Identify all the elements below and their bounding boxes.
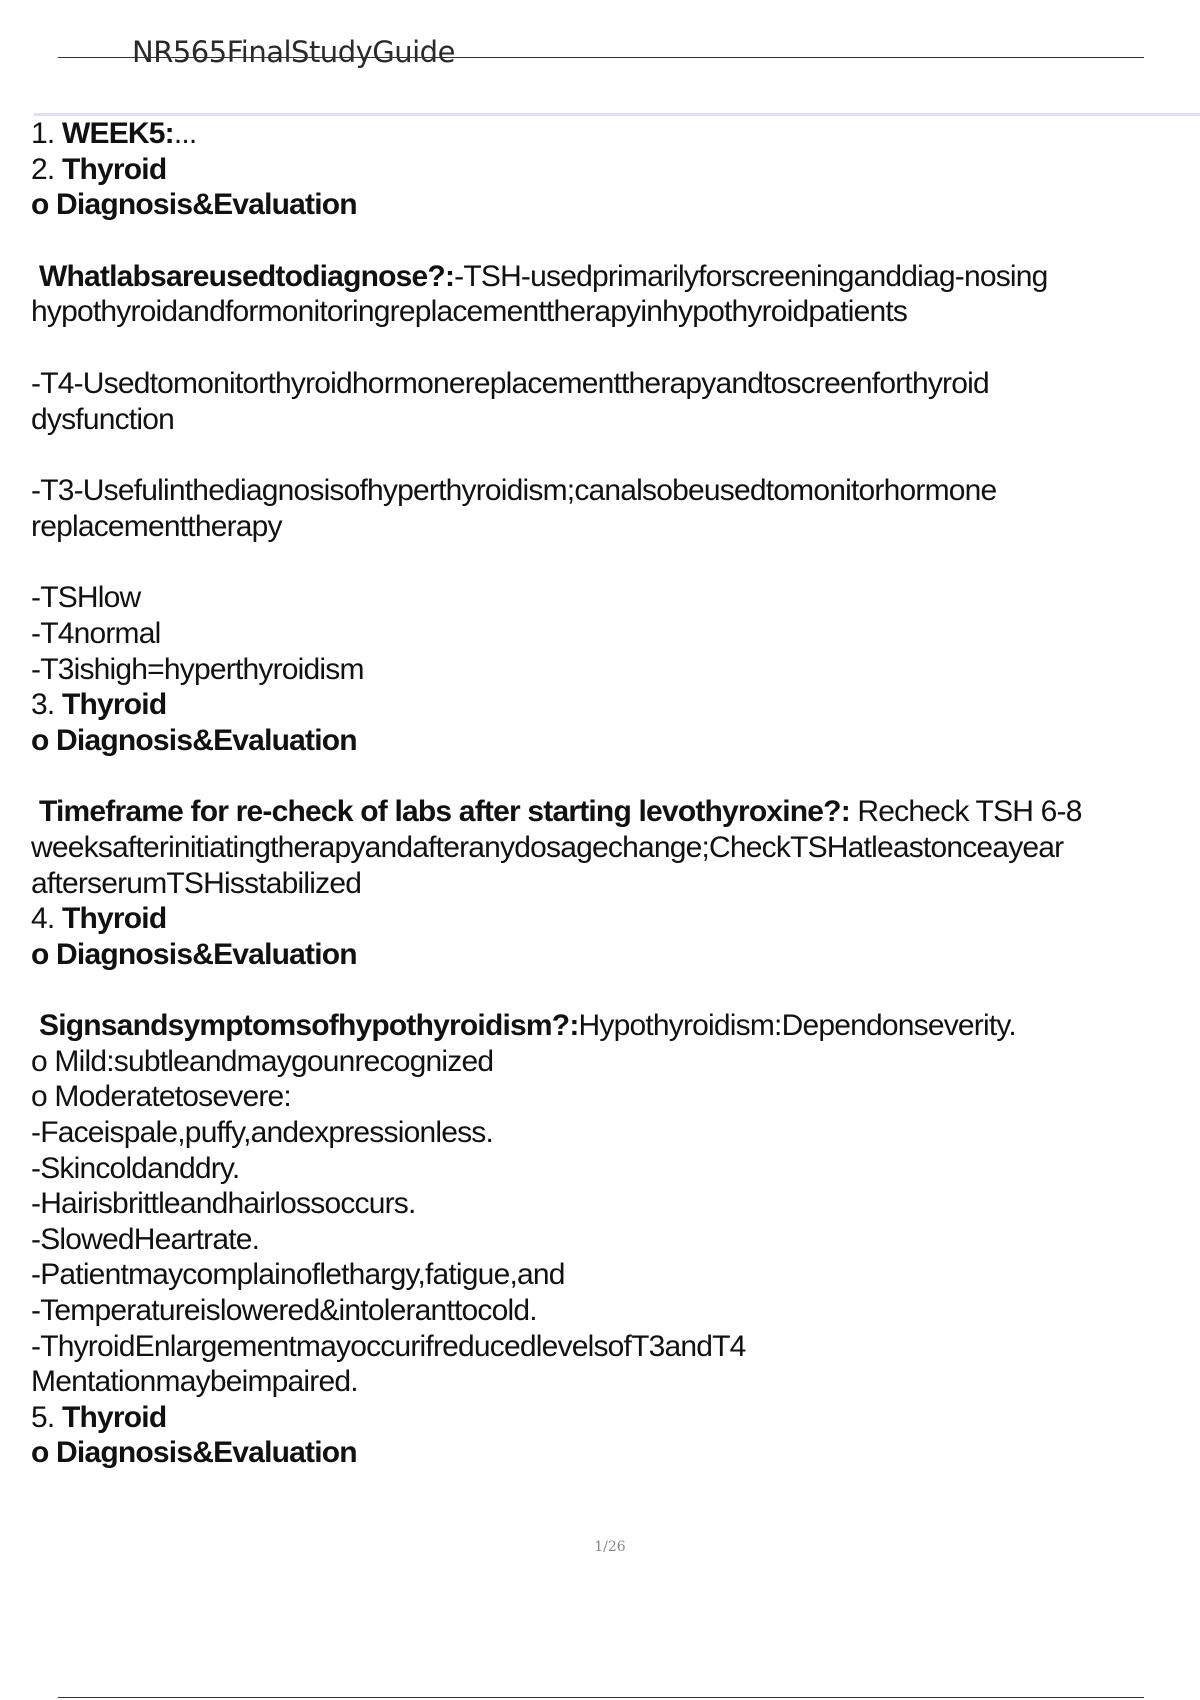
subheading: o Diagnosis&Evaluation: [31, 937, 357, 971]
card-answer-line: -T3ishigh=hyperthyroidism: [31, 652, 364, 686]
card-question: Signsandsymptomsofhypothyroidism?:: [39, 1009, 579, 1043]
card-answer-line: -SlowedHeartrate.: [31, 1222, 260, 1256]
item-label: Thyroid: [61, 1400, 167, 1434]
list-item: [31, 901, 1200, 937]
list-item: [31, 116, 1200, 152]
card-answer: Recheck TSH 6-8: [849, 795, 1082, 829]
card-answer-line: Mentationmaybeimpaired.: [31, 1365, 358, 1399]
item-number: 2.: [31, 152, 55, 186]
card-answer-line: -TSHlow: [31, 581, 141, 615]
card-answer-line: -Patientmaycomplainoflethargy,fatigue,and: [31, 1258, 565, 1292]
card-question: Timeframe for re-check of labs after starting levothyroxine?:: [39, 795, 850, 829]
card-answer-line: -Skincoldanddry.: [31, 1151, 240, 1185]
card-answer-line: hypothyroidandformonitoringreplacementtherapyinhypothyroidpatients: [31, 295, 908, 329]
card-question-line: [31, 259, 1200, 295]
card-answer-line: -Temperatureislowered&intoleranttocold.: [31, 1294, 537, 1328]
card-answer-line: -Faceispale,puffy,andexpressionless.: [31, 1116, 494, 1150]
subheading: o Diagnosis&Evaluation: [31, 188, 357, 222]
subheading: o Diagnosis&Evaluation: [31, 723, 357, 757]
spacer: [31, 758, 1200, 794]
list-item: [31, 687, 1200, 723]
item-label: Thyroid: [61, 688, 167, 722]
page-number: 1/26: [594, 1539, 626, 1555]
list-item: [31, 152, 1200, 188]
document-body: [31, 116, 1200, 1471]
card-answer: -TSH-usedprimarilyforscreeninganddiag-nosing: [454, 259, 1048, 293]
card-answer-line: -T3-Usefulinthediagnosisofhyperthyroidism;canalsobeusedtomonitorhormone: [31, 474, 997, 508]
card-answer-line: -Hairisbrittleandhairlossoccurs.: [31, 1187, 416, 1221]
item-label: WEEK5:: [61, 117, 174, 150]
spacer: [31, 330, 1200, 366]
list-item: [31, 1400, 1200, 1436]
spacer: [31, 437, 1200, 473]
item-label: Thyroid: [61, 152, 167, 186]
subheading: o Diagnosis&Evaluation: [31, 1436, 357, 1470]
item-label: Thyroid: [61, 902, 167, 936]
spacer: [31, 223, 1200, 259]
card-answer-line: weeksafterinitiatingtherapyandafteranydosagechange;CheckTSHatleastonceayear: [31, 830, 1064, 864]
spacer: [31, 972, 1200, 1008]
card-answer-line: afterserumTSHisstabilized: [31, 866, 362, 900]
card-answer-line: -T4-Usedtomonitorthyroidhormonereplacementtherapyandtoscreenforthyroid: [31, 366, 989, 400]
card-answer-line: replacementtherapy: [31, 509, 282, 543]
spacer: [31, 544, 1200, 580]
card-answer-line: o Mild:subtleandmaygounrecognized: [31, 1044, 494, 1078]
card-answer-line: dysfunction: [31, 402, 174, 436]
footer-rule: [58, 1697, 1144, 1698]
item-number: 3.: [31, 688, 55, 722]
item-number: 1.: [31, 117, 55, 150]
card-answer-line: o Moderatetosevere:: [31, 1080, 291, 1114]
card-question-line: [31, 794, 1200, 830]
document-title: NR565FinalStudyGuide: [132, 35, 455, 69]
card-answer-line: -ThyroidEnlargementmayoccurifreducedlevelsofT3andT4: [31, 1329, 746, 1363]
item-number: 4.: [31, 902, 55, 936]
card-question: Whatlabsareusedtodiagnose?:: [39, 259, 455, 293]
item-suffix: ...: [173, 117, 197, 150]
card-answer-line: -T4normal: [31, 616, 161, 650]
card-question-line: [31, 1008, 1200, 1044]
card-answer: Hypothyroidism:Dependonseverity.: [578, 1009, 1016, 1043]
header-rule: [58, 57, 1144, 58]
item-number: 5.: [31, 1400, 55, 1434]
